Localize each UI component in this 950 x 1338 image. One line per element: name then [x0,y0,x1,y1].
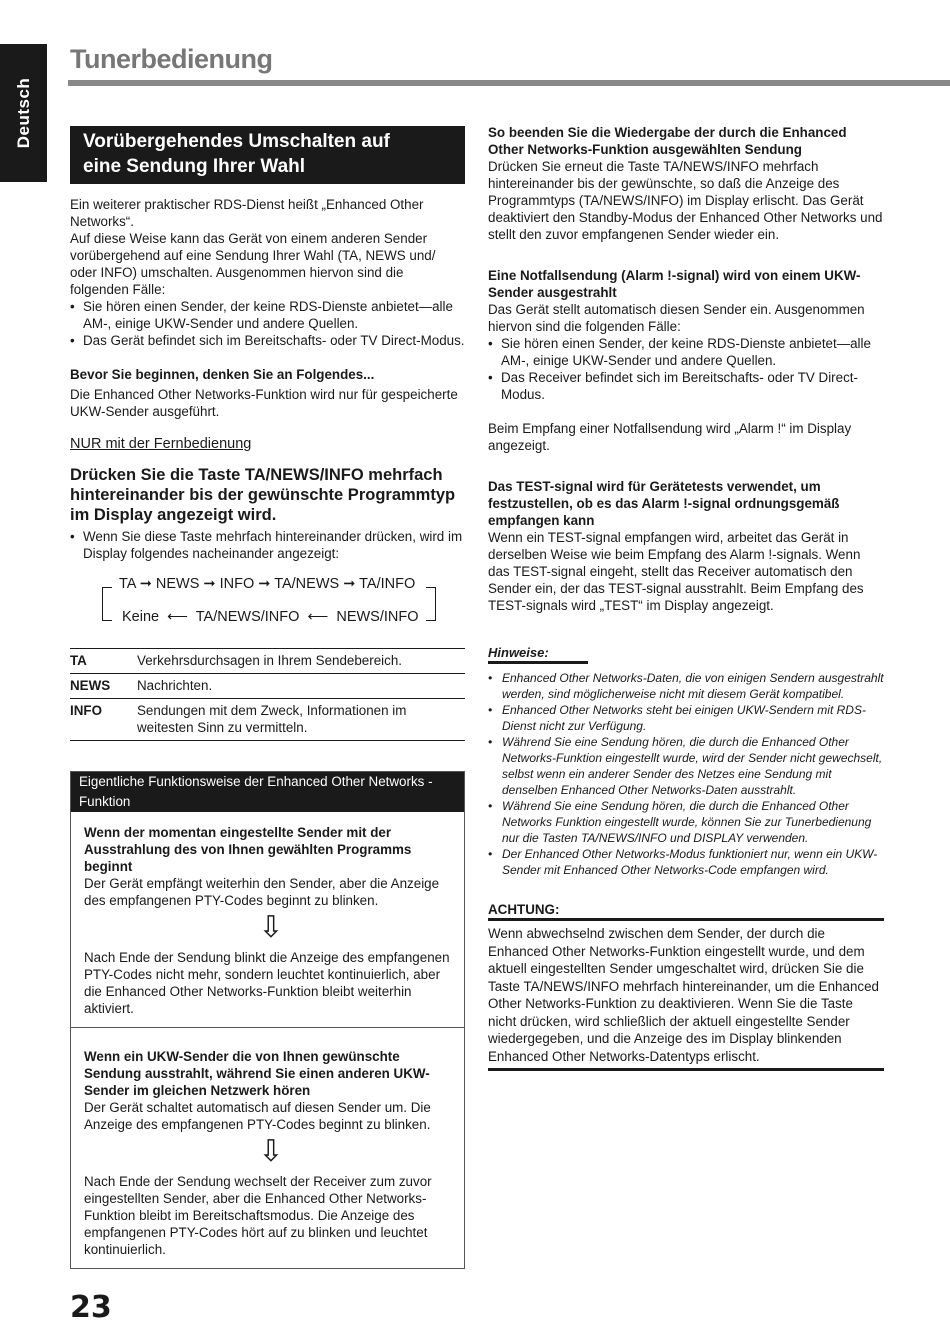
definition-term: NEWS [70,674,137,699]
remote-only-label: NUR mit der Fernbedienung [70,436,252,452]
box-section-after: Nach Ende der Sendung blinkt die Anzeige des empfangenen PTY-Codes nicht mehr, sondern leuchtet kontinuierlich, aber die Enhanced Other Networks-Funktion bleibt weiterhin aktiviert. [84,950,450,1016]
stop-heading: So beenden Sie die Wiedergabe der durch die Enhanced Other Networks-Funktion ausgewählten Sendung [488,125,847,157]
left-column [70,126,465,1269]
intro-exceptions-list [70,298,465,349]
test-text: Wenn ein TEST-signal empfangen wird, arbeitet das Gerät in derselben Weise wie beim Empfang des Alarm !-signals. Wenn das TEST-signal eingeht, stellt das Receiver automatisch den Sender ein, der das TEST-signal ausstrahlt. Beim Empfang des TEST-signals wird „TEST“ im Display angezeigt. [488,530,864,613]
arrow-right-icon: ➞ [203,576,216,592]
arrow-left-icon: ⟵ [163,609,192,625]
language-tab [0,44,47,182]
section-heading [70,126,465,184]
box-section-current-station [71,812,464,1027]
stop-text: Drücken Sie erneut die Taste TA/NEWS/INFO mehrfach hintereinander bis der gewünschte, so daß die Anzeige des Programmtyps (TA/NEWS/INFO) im Display erlischt. Das Gerät deaktiviert den Standby-Modus der Enhanced Other Networks und stellt den zuvor empfangenen Sender wieder ein. [488,159,883,242]
table-row [70,674,465,699]
alarm-heading: Eine Notfallsendung (Alarm !-signal) wird von einem UKW-Sender ausgestrahlt [488,268,861,300]
cycle-item: TA/NEWS/INFO [195,609,300,625]
section-heading-line-1: Vorübergehendes Umschalten auf [83,131,390,152]
box-section-title: Wenn der momentan eingestellte Sender mit der Ausstrahlung des von Ihnen gewählten Programms beginnt [84,825,412,874]
definition-term: INFO [70,699,137,741]
cycle-top-row [119,576,415,592]
function-explanation-box [70,771,465,1269]
intro-paragraph-2: Auf diese Weise kann das Gerät von einem anderen Sender vorübergehend auf eine Sendung Ihrer Wahl (TA, NEWS und/ oder INFO) umschalten. Ausgenommen hiervon sind die folgenden Fälle: [70,231,436,297]
box-section-after: Nach Ende der Sendung wechselt der Receiver zum zuvor eingestellten Sender, aber die Enhanced Other Networks-Funktion bleibt im Bereitschaftsmodus. Die Anzeige des empfangenen PTY-Codes hört auf zu blinken und leuchtet kontinuierlich. [84,1174,432,1257]
definition-term: TA [70,649,137,674]
list-item: • Sie hören einen Sender, der keine RDS-Dienste anbietet—alle AM-, einige UKW-Sender und andere Quellen. [488,335,884,369]
list-item: • Während Sie eine Sendung hören, die durch die Enhanced Other Networks-Funktion eingestellt wurde, wird der Sender nicht gewechselt, selbst wenn ein anderer Sender des Netzes eine Sendung mit denselben Enhanced Other Networks-Daten ausstrahlt. [488,734,884,798]
definitions-table [70,648,465,741]
display-cycle-diagram [70,572,465,642]
warning-text: Wenn abwechselnd zwischen dem Sender, der durch die Enhanced Other Networks-Funktion eingestellt wurde, und dem aktuell eingestellten Sender umgeschaltet wird, drücken Sie die Taste TA/NEWS/INFO mehrfach hintereinander, um die Enhanced Other Networks-Funktion zu deaktivieren. Wenn Sie die Taste nicht drücken, wird schließlich der aktuell eingestellte Sender wiedergegeben, und die Anzeige des im Display blinkenden Enhanced Other Networks-Datentyps erlischt. [488,921,884,1071]
test-heading: Das TEST-signal wird für Gerätetests verwendet, um festzustellen, ob es das Alarm !-signal ordnungsgemäß empfangen kann [488,479,840,528]
cycle-item: INFO [219,576,255,592]
cycle-bottom-row [122,609,419,625]
box-section-text: Der Gerät empfängt weiterhin den Sender, aber die Anzeige des empfangenen PTY-Codes beginnt zu blinken. [84,876,440,908]
before-text: Die Enhanced Other Networks-Funktion wird nur für gespeicherte UKW-Sender ausgeführt. [70,387,458,419]
list-item: • Der Enhanced Other Networks-Modus funktioniert nur, wenn ein UKW-Sender mit Enhanced Other Networks-Code empfangen wird. [488,846,884,878]
cycle-bracket-right [426,587,436,621]
cycle-item: TA/NEWS [274,576,340,592]
warning-heading: ACHTUNG: [488,902,884,921]
arrow-right-icon: ➞ [343,576,356,592]
definition-desc: Sendungen mit dem Zweck, Informationen im weitesten Sinn zu vermitteln. [137,699,465,741]
box-header: Eigentliche Funktionsweise der Enhanced Other Networks -Funktion [71,772,464,812]
down-arrow-icon: ⇩ [258,1135,284,1168]
notes-label: Hinweise: [488,645,588,664]
language-tab-label: Deutsch [13,77,33,149]
list-item: • Enhanced Other Networks-Daten, die von einigen Sendern ausgestrahlt werden, sind möglicherweise nicht mit diesem Gerät kompatibel. [488,670,884,702]
cycle-item: NEWS/INFO [336,609,419,625]
down-arrow-icon: ⇩ [258,911,284,944]
list-item: • Während Sie eine Sendung hören, die durch die Enhanced Other Networks Funktion eingestellt wurde, können Sie zur Tunerbedienung nur die Tasten TA/NEWS/INFO und DISPLAY verwenden. [488,798,884,846]
arrow-right-icon: ➞ [258,576,271,592]
list-item: • Das Gerät befindet sich im Bereitschafts- oder TV Direct-Modus. [70,332,465,349]
notes-section [488,644,884,878]
definition-desc: Verkehrsdurchsagen in Ihrem Sendebereich. [137,649,465,674]
right-column [488,124,884,1071]
intro-paragraph-1: Ein weiterer praktischer RDS-Dienst heißt „Enhanced Other Networks“. [70,197,424,229]
cycle-item: TA/INFO [359,576,416,592]
box-section-other-station [71,1028,464,1268]
instruction-step: Drücken Sie die Taste TA/NEWS/INFO mehrfach hintereinander bis der gewünschte Programmtyp im Display angezeigt wird. [70,466,456,524]
section-heading-line-2: eine Sendung Ihrer Wahl [83,156,306,177]
box-section-text: Der Gerät schaltet automatisch auf diesen Sender um. Die Anzeige des empfangenen PTY-Codes beginnt zu blinken. [84,1100,431,1132]
alarm-display-text: Beim Empfang einer Notfallsendung wird „Alarm !“ im Display angezeigt. [488,421,852,453]
table-row [70,699,465,741]
alarm-exceptions-list [488,335,884,403]
page-title: Tunerbedienung [70,44,273,74]
list-item: • Sie hören einen Sender, der keine RDS-Dienste anbietet—alle AM-, einige UKW-Sender und andere Quellen. [70,298,465,332]
list-item: • Enhanced Other Networks steht bei einigen UKW-Sendern mit RDS-Dienst nicht zur Verfügung. [488,702,884,734]
cycle-item: NEWS [155,576,200,592]
arrow-left-icon: ⟵ [303,609,333,625]
page-number: 23 [70,1290,112,1325]
definition-desc: Nachrichten. [137,674,465,699]
instruction-notes [70,528,465,562]
warning-section [488,902,884,1071]
list-item: • Das Receiver befindet sich im Bereitschafts- oder TV Direct-Modus. [488,369,884,403]
notes-list [488,670,884,878]
arrow-right-icon: ➞ [139,576,152,592]
cycle-item: TA [119,576,136,592]
title-rule [68,80,950,86]
list-item: • Wenn Sie diese Taste mehrfach hintereinander drücken, wird im Display folgendes nacheinander angezeigt: [70,528,465,562]
cycle-item: Keine [122,609,160,625]
alarm-text: Das Gerät stellt automatisch diesen Sender ein. Ausgenommen hiervon sind die folgenden Fälle: [488,302,865,334]
table-row [70,649,465,674]
cycle-bracket-left [102,587,112,621]
before-heading: Bevor Sie beginnen, denken Sie an Folgendes... [70,367,375,382]
box-section-title: Wenn ein UKW-Sender die von Ihnen gewünschte Sendung ausstrahlt, während Sie einen anderen UKW-Sender im gleichen Netzwerk hören [84,1049,430,1098]
